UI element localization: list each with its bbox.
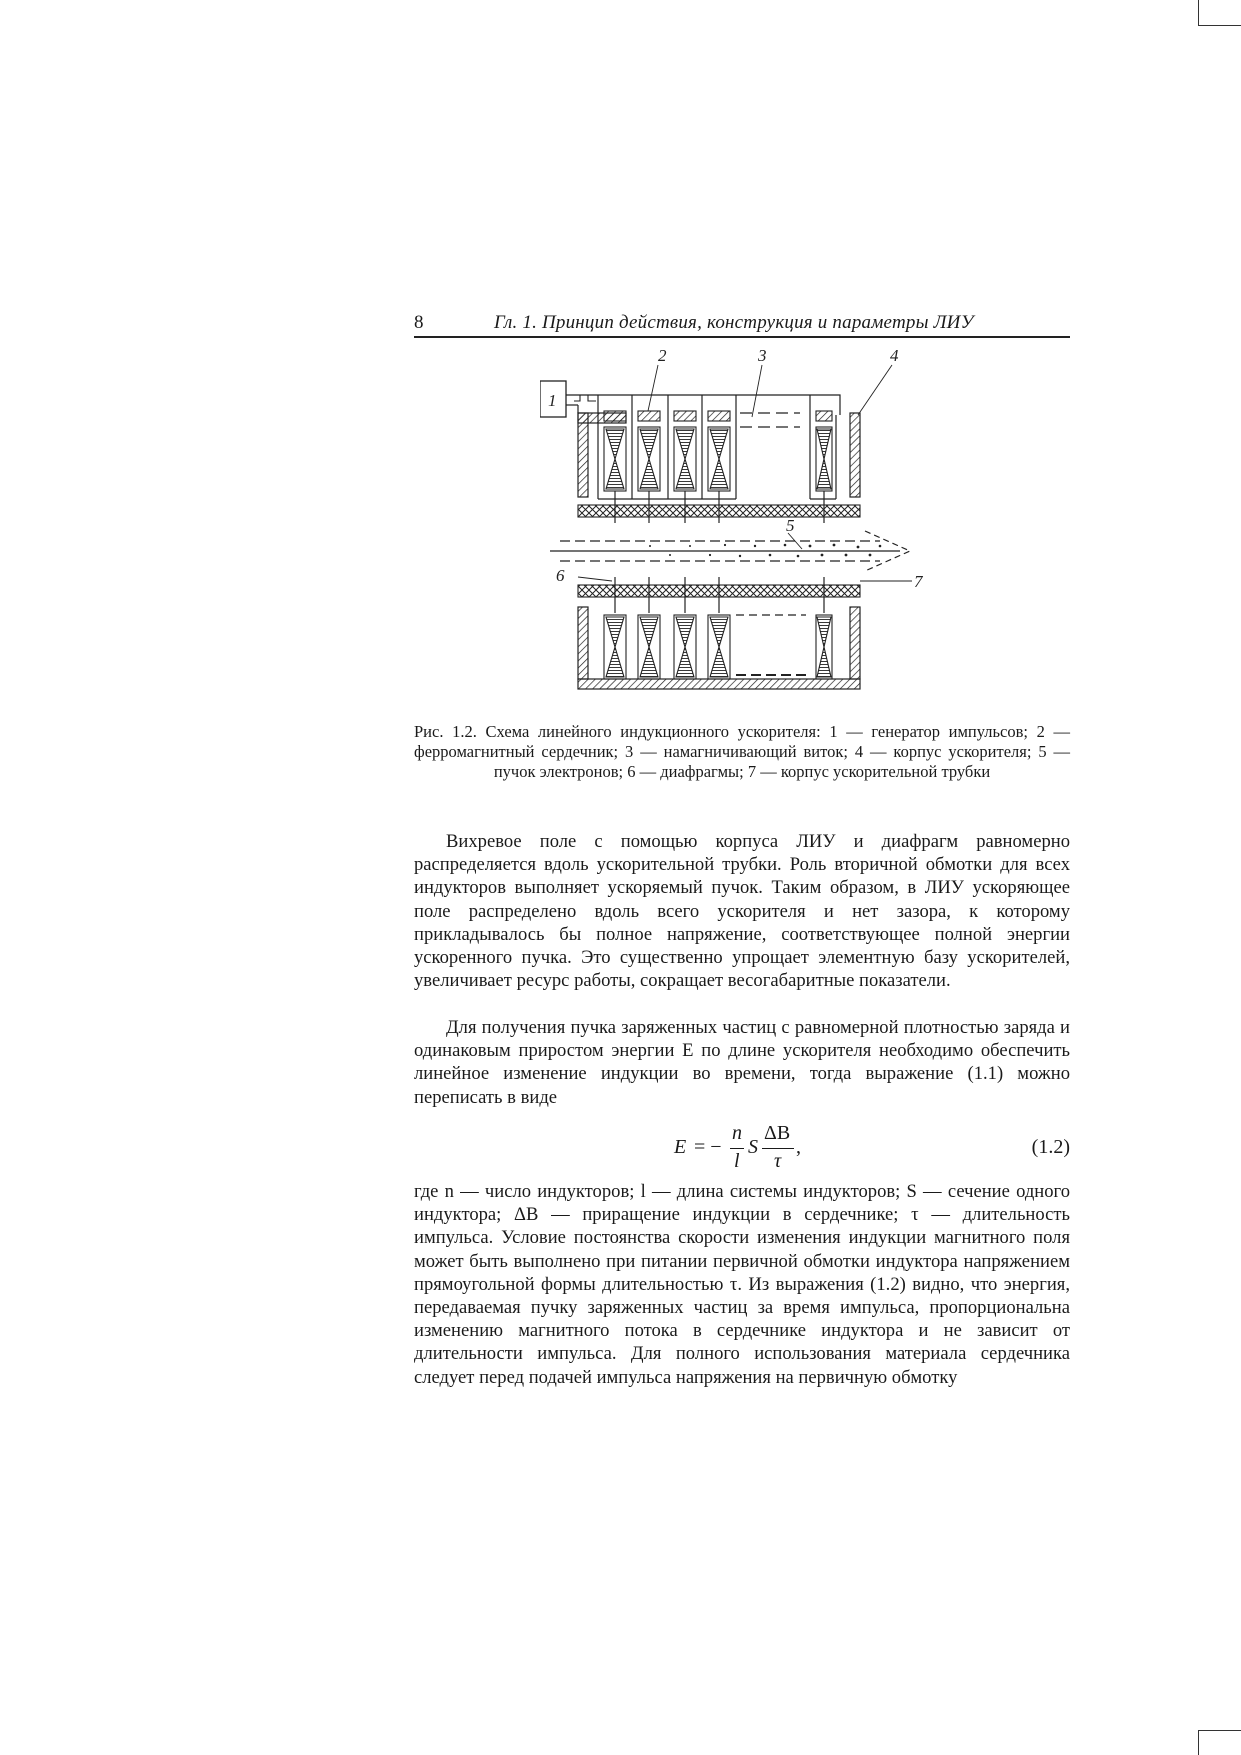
eq-l: l — [734, 1150, 740, 1172]
eq-n: n — [732, 1122, 742, 1144]
magnetizing-turns — [566, 395, 840, 675]
leader-lines — [578, 365, 912, 581]
paragraph-2: Для получения пучка заряженных частиц с равномерной плотностью заряда и одинаковым приростом энергии E по длине ускорителя необходимо обеспечить линейное изменение индукции во времени, тогда выражение (1.1) можно переписать в виде — [414, 1017, 1070, 1108]
paragraph-1: Вихревое поле с помощью корпуса ЛИУ и диафрагм равномерно распределяется вдоль ускорительной трубки. Роль вторичной обмотки для всех индукторов выполняет ускоряемый пучок. Таким образом, в ЛИУ ускоряющее поле распределено вдоль всего ускорителя и нет зазора, к которому прикладывалось бы полное напряжение, соответствующее полной энергии ускоренного пучка. Это существенно упрощает элементную базу ускорителей, увеличивает ресурс работы, сокращает весогабаритные показатели. — [414, 831, 1070, 992]
figure-caption: Рис. 1.2. Схема линейного индукционного ускорителя: 1 — генератор импульсов; 2 — ферромагнитный сердечник; 3 — намагничивающий виток; 4 — корпус ускорителя; 5 — пучок электронов; 6 — диафрагмы; 7 — корпус ускорительной трубки — [414, 722, 1070, 781]
fraction-bar-db-tau — [762, 1148, 794, 1149]
fraction-bar-n-l — [730, 1148, 744, 1149]
running-header — [414, 312, 1070, 338]
page-number: 8 — [414, 312, 424, 333]
figure-label-6: 6 — [556, 566, 565, 585]
figure-label-4: 4 — [890, 346, 899, 365]
crop-mark-bottom-vertical — [1198, 1730, 1199, 1755]
crop-mark-top-horizontal — [1198, 25, 1241, 26]
electron-beam — [550, 531, 910, 571]
figure-label-1: 1 — [548, 391, 557, 410]
figure-label-7: 7 — [914, 572, 923, 591]
running-title: Гл. 1. Принцип действия, конструкция и параметры ЛИУ — [494, 312, 974, 333]
accelerator-schematic-figure — [540, 345, 960, 705]
ferromagnetic-cores-upper — [604, 411, 832, 491]
eq-sign: = − — [694, 1136, 722, 1158]
equation-expression — [674, 1120, 874, 1176]
paragraph-3: где n — число индукторов; l — длина системы индукторов; S — сечение одного индуктора; ΔB — приращение индукции в сердечнике; τ — длительность импульса. Условие постоянства скорости изменения индукции магнитного поля может быть выполнено при питании первичной обмотки индуктора напряжением прямоугольной формы длительностью τ. Из выражения (1.2) видно, что энергия, передаваемая пучку заряженных частиц за время импульса, пропорциональна изменению магнитного потока в сердечнике индуктора и не зависит от длительности импульса. Для полного использования материала сердечника следует перед подачей импульса напряжения на первичную обмотку — [414, 1181, 1070, 1388]
eq-S: S — [748, 1136, 758, 1158]
eq-comma: , — [796, 1136, 801, 1158]
eq-tau: τ — [774, 1150, 782, 1172]
figure-label-5: 5 — [786, 516, 795, 535]
figure-label-3: 3 — [758, 346, 767, 365]
equation-number: (1.2) — [1031, 1136, 1070, 1158]
crop-mark-top-vertical — [1198, 0, 1199, 26]
eq-delta-b: ΔB — [764, 1122, 791, 1144]
equation-1-2 — [414, 1120, 1070, 1176]
crop-mark-bottom-horizontal — [1198, 1730, 1241, 1731]
figure-label-2: 2 — [658, 346, 667, 365]
ferromagnetic-cores-lower — [604, 615, 832, 679]
eq-lhs: E — [674, 1136, 687, 1158]
